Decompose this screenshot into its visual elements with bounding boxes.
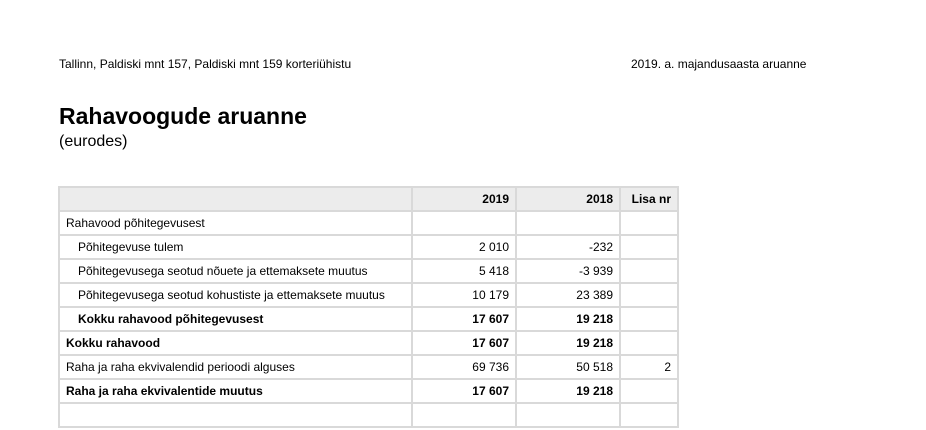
column-header-2019: 2019 <box>412 187 516 211</box>
value-2018: 23 389 <box>516 283 620 307</box>
note-number <box>620 235 678 259</box>
column-header-note: Lisa nr <box>620 187 678 211</box>
column-header-2018: 2018 <box>516 187 620 211</box>
value-2019: 69 736 <box>412 355 516 379</box>
row-label: Põhitegevuse tulem <box>59 235 412 259</box>
value-2018: -232 <box>516 235 620 259</box>
value-2018 <box>516 211 620 235</box>
row-label: Kokku rahavood <box>59 331 412 355</box>
table-row <box>59 307 678 331</box>
row-label: Kokku rahavood põhitegevusest <box>59 307 412 331</box>
value-2018: 50 518 <box>516 355 620 379</box>
table-row <box>59 283 678 307</box>
value-2019: 5 418 <box>412 259 516 283</box>
value-2018: 19 218 <box>516 307 620 331</box>
table-row <box>59 211 678 235</box>
row-label: Põhitegevusega seotud nõuete ja ettemaksete muutus <box>59 259 412 283</box>
cash-flow-table <box>58 186 679 428</box>
value-2019 <box>412 403 516 427</box>
row-label: Põhitegevusega seotud kohustiste ja ettemaksete muutus <box>59 283 412 307</box>
row-label: Raha ja raha ekvivalentide muutus <box>59 379 412 403</box>
company-name: Tallinn, Paldiski mnt 157, Paldiski mnt 159 korteriühistu <box>59 57 352 71</box>
value-2019: 17 607 <box>412 331 516 355</box>
table-row <box>59 259 678 283</box>
table-row <box>59 379 678 403</box>
row-label: Rahavood põhitegevusest <box>59 211 412 235</box>
report-period: 2019. a. majandusaasta aruanne <box>631 57 807 71</box>
value-2019: 17 607 <box>412 379 516 403</box>
note-number <box>620 331 678 355</box>
column-header-label <box>59 187 412 211</box>
value-2019 <box>412 211 516 235</box>
value-2018: -3 939 <box>516 259 620 283</box>
value-2019: 2 010 <box>412 235 516 259</box>
note-number <box>620 379 678 403</box>
note-number <box>620 259 678 283</box>
note-number <box>620 403 678 427</box>
table-row <box>59 403 678 427</box>
note-number <box>620 211 678 235</box>
note-number <box>620 307 678 331</box>
value-2018: 19 218 <box>516 379 620 403</box>
table-row <box>59 355 678 379</box>
table-header-row <box>59 187 678 211</box>
value-2018 <box>516 403 620 427</box>
table-row <box>59 235 678 259</box>
note-number: 2 <box>620 355 678 379</box>
value-2019: 17 607 <box>412 307 516 331</box>
table-row <box>59 331 678 355</box>
row-label: Raha ja raha ekvivalendid perioodi alguses <box>59 355 412 379</box>
value-2018: 19 218 <box>516 331 620 355</box>
currency-subtitle: (eurodes) <box>59 133 128 150</box>
value-2019: 10 179 <box>412 283 516 307</box>
page-title: Rahavoogude aruanne <box>59 103 307 129</box>
note-number <box>620 283 678 307</box>
row-label <box>59 403 412 427</box>
